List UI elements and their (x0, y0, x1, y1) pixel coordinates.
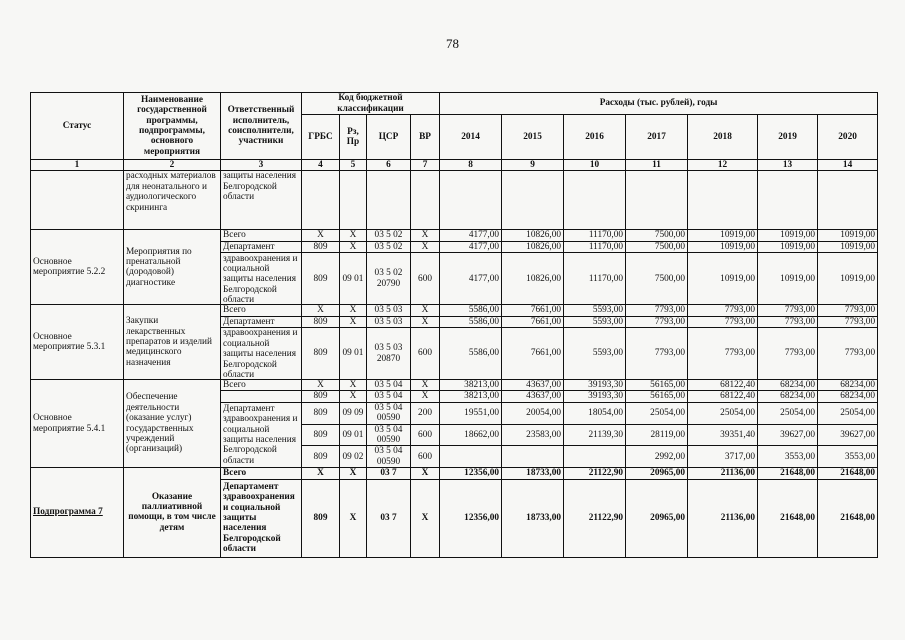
value-cell: 7793,00 (818, 316, 878, 327)
col-number: 14 (818, 160, 878, 171)
value-cell: 68234,00 (758, 380, 818, 391)
value-cell: 5593,00 (564, 316, 626, 327)
csr-cell: 03 5 02 (367, 230, 411, 241)
header-name: Наименование государственной программы, подпрограммы, основного мероприятия (124, 93, 221, 160)
value-cell: 12356,00 (440, 479, 502, 557)
executor-cell-text: здравоохранения и социальной защиты населения Белгородской области (223, 328, 298, 380)
vr-cell: X (411, 391, 440, 402)
executor-cell: Всего (221, 305, 302, 316)
csr-cell: 03 5 04 00590 (367, 402, 411, 424)
continuation-row (31, 171, 878, 230)
value-cell: 12356,00 (440, 468, 502, 479)
value-cell: 7793,00 (688, 316, 758, 327)
header-expenses: Расходы (тыс. рублей), годы (440, 93, 878, 115)
value-cell: 21139,30 (564, 424, 626, 446)
csr-cell: 03 5 04 (367, 380, 411, 391)
csr-cell: 03 7 (367, 479, 411, 557)
header-status: Статус (31, 93, 124, 160)
header-grbs: ГРБС (302, 115, 340, 160)
value-cell: 4177,00 (440, 241, 502, 252)
header-executor: Ответственный исполнитель, соисполнители, участники (221, 93, 302, 160)
value-cell: 25054,00 (688, 402, 758, 424)
value-cell: 39351,40 (688, 424, 758, 446)
value-cell: 21136,00 (688, 468, 758, 479)
grbs-cell: 809 (302, 446, 340, 468)
header-year: 2019 (758, 115, 818, 160)
value-cell: 11170,00 (564, 241, 626, 252)
col-number: 2 (124, 160, 221, 171)
header-year: 2016 (564, 115, 626, 160)
value-cell: 7500,00 (626, 253, 688, 305)
vr-cell: X (411, 230, 440, 241)
header-rzpr: Рз, Пр (340, 115, 367, 160)
value-cell: 21648,00 (818, 479, 878, 557)
value-cell: 21648,00 (758, 479, 818, 557)
csr-cell: 03 7 (367, 468, 411, 479)
value-cell: 56165,00 (626, 391, 688, 402)
value-cell: 10919,00 (818, 230, 878, 241)
value-cell: 7793,00 (626, 316, 688, 327)
rzpr-cell: X (340, 241, 367, 252)
executor-cell (221, 391, 302, 402)
value-cell: 21136,00 (688, 479, 758, 557)
csr-cell: 03 5 02 20790 (367, 253, 411, 305)
value-cell: 4177,00 (440, 230, 502, 241)
csr-cell: 03 5 04 00590 (367, 424, 411, 446)
status-cell: Основное мероприятие 5.4.1 (31, 380, 124, 468)
value-cell: 3717,00 (688, 446, 758, 468)
executor-cell (221, 316, 302, 327)
rzpr-cell: X (340, 230, 367, 241)
value-cell: 23583,00 (502, 424, 564, 446)
status-cell: Подпрограмма 7 (31, 468, 124, 557)
vr-cell: 200 (411, 402, 440, 424)
executor-cell (221, 328, 302, 380)
value-cell: 4177,00 (440, 253, 502, 305)
vr-cell: X (411, 305, 440, 316)
grbs-cell: 809 (302, 391, 340, 402)
budget-table (30, 92, 878, 558)
grbs-cell: 809 (302, 316, 340, 327)
executor-cell (221, 253, 302, 305)
value-cell: 10919,00 (688, 241, 758, 252)
value-cell (564, 446, 626, 468)
value-cell (502, 446, 564, 468)
col-number: 6 (367, 160, 411, 171)
value-cell: 7661,00 (502, 305, 564, 316)
value-cell: 18054,00 (564, 402, 626, 424)
csr-cell: 03 5 04 00590 (367, 446, 411, 468)
grbs-cell: 809 (302, 253, 340, 305)
value-cell: 39627,00 (758, 424, 818, 446)
name-cell: Обеспечение деятельности (оказание услуг) государственных учреждений (организаций) (124, 380, 221, 468)
value-cell: 25054,00 (818, 402, 878, 424)
name-cell: расходных материалов для неонатального и аудиологического скрининга (124, 171, 221, 230)
vr-cell: 600 (411, 446, 440, 468)
rzpr-cell: 09 01 (340, 424, 367, 446)
value-cell: 18733,00 (502, 479, 564, 557)
value-cell: 5586,00 (440, 305, 502, 316)
header-row-1 (31, 93, 878, 115)
value-cell: 38213,00 (440, 391, 502, 402)
value-cell: 7793,00 (688, 328, 758, 380)
header-year: 2015 (502, 115, 564, 160)
value-cell: 68122,40 (688, 380, 758, 391)
header-year: 2014 (440, 115, 502, 160)
vr-cell: X (411, 380, 440, 391)
value-cell: 20965,00 (626, 468, 688, 479)
executor-cell (221, 241, 302, 252)
executor-cell: Всего (221, 380, 302, 391)
header-year: 2018 (688, 115, 758, 160)
value-cell: 43637,00 (502, 391, 564, 402)
name-cell: Закупки лекарственных препаратов и изделий медицинского назначения (124, 305, 221, 380)
value-cell: 28119,00 (626, 424, 688, 446)
vr-cell: X (411, 241, 440, 252)
rzpr-cell: X (340, 305, 367, 316)
grbs-cell: 809 (302, 241, 340, 252)
col-number: 3 (221, 160, 302, 171)
col-number: 12 (688, 160, 758, 171)
value-cell: 10919,00 (818, 241, 878, 252)
value-cell: 39193,30 (564, 380, 626, 391)
value-cell: 7793,00 (758, 328, 818, 380)
table-row (31, 468, 878, 479)
col-number: 9 (502, 160, 564, 171)
vr-cell: 600 (411, 424, 440, 446)
value-cell: 7661,00 (502, 328, 564, 380)
csr-cell: 03 5 03 (367, 316, 411, 327)
value-cell: 5586,00 (440, 316, 502, 327)
value-cell: 20054,00 (502, 402, 564, 424)
value-cell: 7500,00 (626, 241, 688, 252)
header-year: 2020 (818, 115, 878, 160)
value-cell: 25054,00 (758, 402, 818, 424)
rzpr-cell: 09 02 (340, 446, 367, 468)
value-cell: 7793,00 (626, 328, 688, 380)
status-cell (31, 171, 124, 230)
grbs-cell: 809 (302, 479, 340, 557)
executor-cell-text: Департамент (223, 316, 275, 327)
value-cell: 7793,00 (758, 316, 818, 327)
col-number: 8 (440, 160, 502, 171)
value-cell: 20965,00 (626, 479, 688, 557)
value-cell: 10919,00 (758, 253, 818, 305)
header-vr: ВР (411, 115, 440, 160)
col-number: 10 (564, 160, 626, 171)
grbs-cell: 809 (302, 402, 340, 424)
header-year: 2017 (626, 115, 688, 160)
col-number: 5 (340, 160, 367, 171)
value-cell: 7793,00 (626, 305, 688, 316)
value-cell: 10919,00 (688, 253, 758, 305)
value-cell: 7793,00 (818, 305, 878, 316)
value-cell: 19551,00 (440, 402, 502, 424)
value-cell: 7793,00 (758, 305, 818, 316)
executor-cell-text: Департамент (223, 241, 275, 252)
rzpr-cell: X (340, 468, 367, 479)
executor-cell: Департамент здравоохранения и социальной защиты населения Белгородской области (221, 402, 302, 467)
value-cell: 11170,00 (564, 230, 626, 241)
grbs-cell: 809 (302, 424, 340, 446)
value-cell: 68234,00 (818, 391, 878, 402)
status-cell: Основное мероприятие 5.3.1 (31, 305, 124, 380)
value-cell: 56165,00 (626, 380, 688, 391)
rzpr-cell: X (340, 479, 367, 557)
value-cell: 10919,00 (688, 230, 758, 241)
rzpr-cell: 09 01 (340, 253, 367, 305)
csr-cell: 03 5 03 (367, 305, 411, 316)
rzpr-cell: X (340, 316, 367, 327)
value-cell: 5593,00 (564, 328, 626, 380)
value-cell: 21122,90 (564, 479, 626, 557)
value-cell: 7793,00 (818, 328, 878, 380)
grbs-cell: X (302, 380, 340, 391)
executor-cell: Всего (221, 468, 302, 479)
value-cell: 68234,00 (818, 380, 878, 391)
rzpr-cell: X (340, 391, 367, 402)
value-cell: 10919,00 (758, 230, 818, 241)
col-number: 7 (411, 160, 440, 171)
value-cell: 5586,00 (440, 328, 502, 380)
value-cell: 38213,00 (440, 380, 502, 391)
vr-cell: 600 (411, 328, 440, 380)
value-cell (440, 446, 502, 468)
value-cell: 10826,00 (502, 253, 564, 305)
rzpr-cell: 09 09 (340, 402, 367, 424)
value-cell: 7661,00 (502, 316, 564, 327)
table-row (31, 380, 878, 391)
value-cell: 39627,00 (818, 424, 878, 446)
executor-cell: Всего (221, 230, 302, 241)
value-cell: 2992,00 (626, 446, 688, 468)
value-cell: 18662,00 (440, 424, 502, 446)
col-number: 4 (302, 160, 340, 171)
name-cell: Мероприятия по пренатальной (дородовой) диагностике (124, 230, 221, 305)
value-cell: 43637,00 (502, 380, 564, 391)
col-number: 11 (626, 160, 688, 171)
value-cell: 10919,00 (758, 241, 818, 252)
value-cell: 3553,00 (758, 446, 818, 468)
rzpr-cell: 09 01 (340, 328, 367, 380)
value-cell: 10919,00 (818, 253, 878, 305)
rzpr-cell: X (340, 380, 367, 391)
grbs-cell: 809 (302, 328, 340, 380)
value-cell: 5593,00 (564, 305, 626, 316)
value-cell: 39193,30 (564, 391, 626, 402)
table-row (31, 305, 878, 316)
value-cell: 68234,00 (758, 391, 818, 402)
value-cell: 21648,00 (818, 468, 878, 479)
csr-cell: 03 5 03 20870 (367, 328, 411, 380)
executor-cell-text: здравоохранения и социальной защиты населения Белгородской области (223, 253, 298, 305)
col-number: 13 (758, 160, 818, 171)
name-cell: Оказание паллиативной помощи, в том числе детям (124, 468, 221, 557)
value-cell: 21648,00 (758, 468, 818, 479)
vr-cell: X (411, 468, 440, 479)
value-cell: 18733,00 (502, 468, 564, 479)
page-number: 78 (446, 36, 459, 51)
value-cell: 3553,00 (818, 446, 878, 468)
header-budget-code: Код бюджетной классификации (302, 93, 440, 115)
value-cell: 21122,90 (564, 468, 626, 479)
executor-cell: защиты населения Белгородской области (221, 171, 302, 230)
status-cell: Основное мероприятие 5.2.2 (31, 230, 124, 305)
value-cell: 11170,00 (564, 253, 626, 305)
vr-cell: X (411, 479, 440, 557)
col-number: 1 (31, 160, 124, 171)
value-cell: 68122,40 (688, 391, 758, 402)
executor-cell: Департамент здравоохранения и социальной защиты населения Белгородской области (221, 479, 302, 557)
vr-cell: X (411, 316, 440, 327)
column-number-row (31, 160, 878, 171)
csr-cell: 03 5 02 (367, 241, 411, 252)
value-cell: 7793,00 (688, 305, 758, 316)
grbs-cell: X (302, 305, 340, 316)
value-cell: 10826,00 (502, 230, 564, 241)
value-cell: 7500,00 (626, 230, 688, 241)
value-cell: 10826,00 (502, 241, 564, 252)
value-cell: 25054,00 (626, 402, 688, 424)
csr-cell: 03 5 04 (367, 391, 411, 402)
grbs-cell: X (302, 468, 340, 479)
grbs-cell: X (302, 230, 340, 241)
vr-cell: 600 (411, 253, 440, 305)
header-csr: ЦСР (367, 115, 411, 160)
table-row (31, 230, 878, 241)
